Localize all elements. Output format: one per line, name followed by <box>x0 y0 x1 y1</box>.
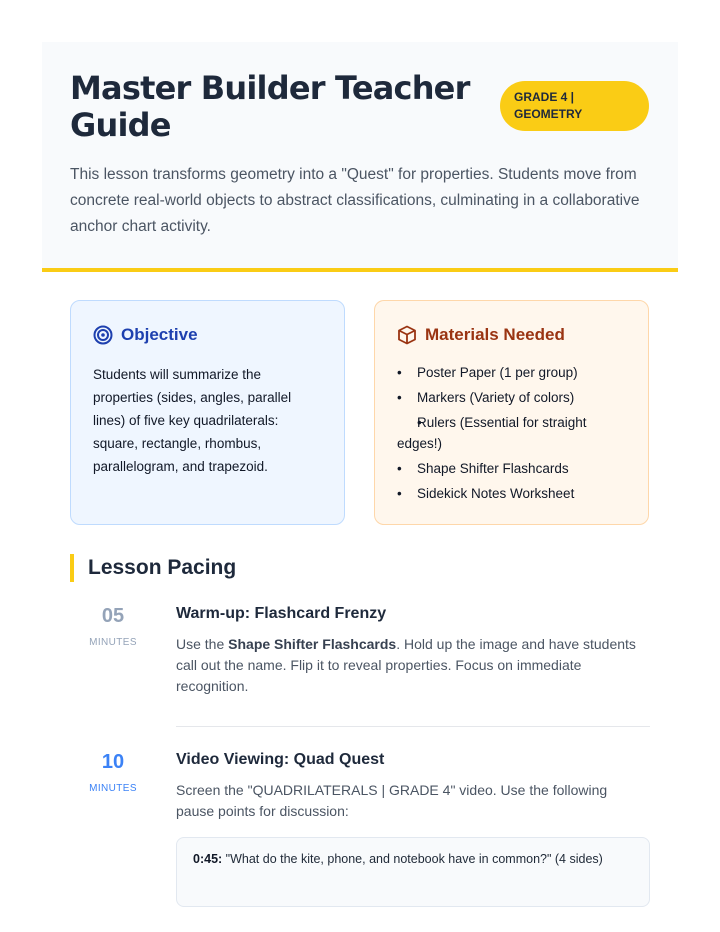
pause-time: 0:45: <box>193 852 223 866</box>
materials-heading: Materials Needed <box>425 325 565 344</box>
lesson-pacing-heading: Lesson Pacing <box>88 556 237 579</box>
materials-header <box>397 323 565 347</box>
materials-list <box>397 362 632 508</box>
section-accent-bar <box>70 554 74 582</box>
objective-heading: Objective <box>121 325 198 344</box>
teacher-guide-card <box>42 42 678 932</box>
intro-text: This lesson transforms geometry into a "Quest" for properties. Students move from concrete real-world objects to abstract classifications, culminating in a collaborative anchor chart activity. <box>70 166 640 235</box>
pause-points-box <box>176 837 650 907</box>
box-icon <box>397 325 417 345</box>
flashcards-emphasis: Shape Shifter Flashcards <box>228 636 397 652</box>
step-divider <box>176 726 650 727</box>
materials-item: • Markers (Variety of colors) <box>397 387 632 408</box>
step-minutes: 05 <box>101 605 125 627</box>
step-description: Use the Shape Shifter Flashcards. Hold up the image and have students call out the name. Flip it to reveal properties. Focus on immediate recognition. <box>176 636 636 694</box>
objective-header <box>93 323 198 347</box>
materials-card <box>374 300 649 525</box>
objective-card <box>70 300 345 525</box>
pause-point <box>193 852 603 866</box>
step-description: Screen the "QUADRILATERALS | GRADE 4" video. Use the following pause points for discussion: <box>176 782 608 819</box>
materials-item: • Poster Paper (1 per group) <box>397 362 632 383</box>
step-title: Warm-up: Flashcard Frenzy <box>176 605 387 622</box>
step-title: Video Viewing: Quad Quest <box>176 751 385 768</box>
pause-question: "What do the kite, phone, and notebook have in common?" (4 sides) <box>222 852 603 866</box>
guide-header <box>42 42 678 272</box>
step-minutes-unit: MINUTES <box>89 783 137 794</box>
page-title: Master Builder Teacher Guide <box>70 69 470 144</box>
step-minutes: 10 <box>101 751 125 773</box>
objective-text: Students will summarize the properties (sides, angles, parallel lines) of five key quadrilaterals: square, rectangle, rhombus, parallelogram, and trapezoid. <box>93 367 292 474</box>
grade-badge: GRADE 4 | GEOMETRY <box>500 81 649 131</box>
materials-item: • Rulers (Essential for straight edges!) <box>397 412 632 454</box>
step-minutes-unit: MINUTES <box>89 637 137 648</box>
materials-item: • Sidekick Notes Worksheet <box>397 483 632 504</box>
target-icon <box>93 325 113 345</box>
materials-item: • Shape Shifter Flashcards <box>397 458 632 479</box>
